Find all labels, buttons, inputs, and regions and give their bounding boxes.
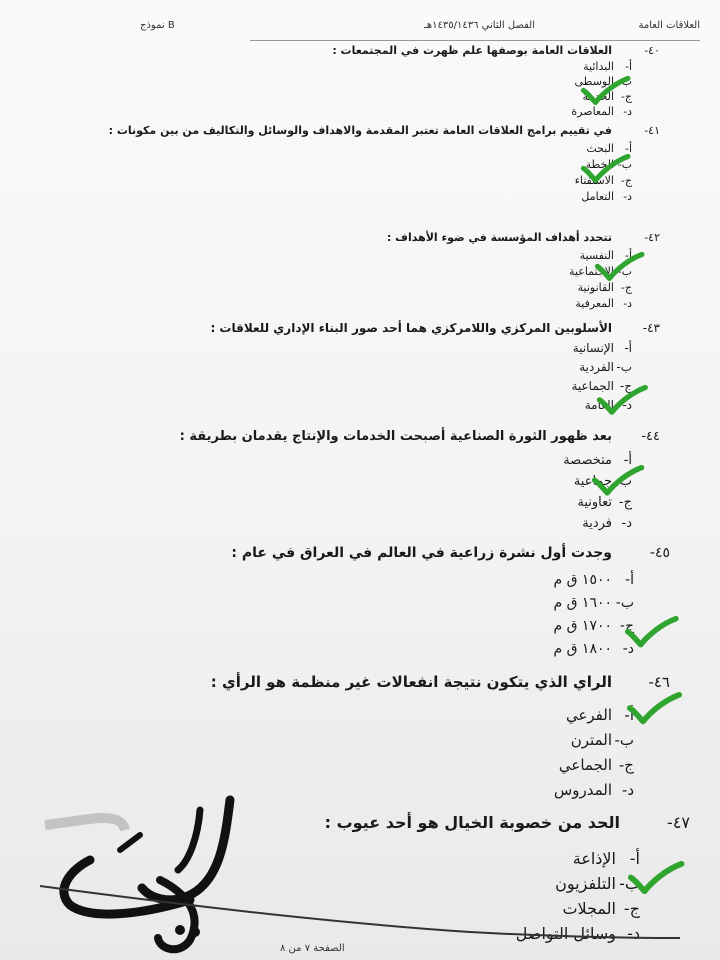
option-letter: ج- (623, 899, 640, 918)
option-text: النفسية (579, 249, 614, 262)
question-42 (100, 231, 660, 312)
option-text: المجلات (562, 899, 616, 918)
option-text: الفرعي (565, 706, 612, 724)
option-letter: ب- (615, 474, 632, 489)
option-text: المعاصرة (571, 105, 614, 118)
check-mark-icon (591, 464, 645, 497)
option-text: الفردية (579, 360, 614, 374)
page-bottom-border (40, 880, 680, 940)
header-subject: العلاقات العامة (638, 20, 700, 31)
option-text: الحديثة (582, 90, 614, 103)
option-text: الاجتماعية (569, 265, 614, 278)
option-letter: أ- (624, 60, 632, 73)
option-letter: ج- (620, 90, 632, 103)
answer-option (110, 615, 634, 638)
check-mark-icon (580, 75, 631, 106)
option-text: الجماعية (571, 379, 614, 393)
option-text: الخطة (585, 158, 614, 171)
answer-option (50, 173, 632, 189)
option-text: الإنسانية (572, 341, 614, 355)
option-text: المترن (570, 731, 612, 749)
answer-option (110, 569, 634, 592)
option-text: البدائية (583, 60, 614, 73)
question-43 (100, 321, 660, 415)
answer-option (50, 157, 632, 173)
option-text: التعامل (581, 190, 614, 203)
answer-option (110, 638, 634, 661)
answer-option (100, 358, 632, 377)
option-text: التلفزيون (555, 874, 616, 893)
question-text: وجدت أول نشرة زراعية في العالم في العراق في عام : (231, 545, 612, 561)
check-mark-icon (627, 860, 685, 895)
question-text: الراي الذي يتكون نتيجة انفعالات غير منظمة هو الرأي : (210, 673, 612, 691)
question-text: الأسلوبين المركزي واللامركزي هما أحد صور البناء الإداري للعلاقات : (210, 321, 612, 335)
answer-option (110, 703, 634, 728)
question-text: العلاقات العامة بوصفها علم ظهرت في المجتمعات : (332, 44, 612, 57)
option-letter: ب- (617, 265, 632, 278)
answer-option (100, 89, 632, 104)
question-stem (110, 545, 670, 561)
option-letter: أ- (624, 341, 632, 355)
question-number: ٤٧- (667, 813, 690, 832)
option-letter: ج- (618, 495, 632, 510)
check-mark-icon (580, 153, 631, 184)
option-text: القانونية (577, 281, 614, 294)
option-text: الجماعي (558, 756, 612, 774)
option-letter: د- (621, 781, 634, 799)
answer-option (100, 450, 632, 471)
option-text: العامة (584, 398, 614, 412)
option-letter: أ- (624, 249, 632, 262)
question-number: ٤٣- (642, 321, 660, 335)
answer-option (100, 296, 632, 312)
answer-option (100, 104, 632, 119)
option-text: فردية (582, 516, 612, 531)
answer-option (100, 59, 632, 74)
option-letter: د- (621, 516, 632, 531)
option-letter: أ- (625, 572, 634, 588)
answer-option (100, 471, 632, 492)
option-text: وسائل التواصل (515, 924, 616, 943)
question-41 (50, 124, 660, 205)
option-text: متخصصة (563, 453, 612, 468)
question-stem (110, 673, 670, 691)
question-text: تتحدد أهداف المؤسسة في ضوء الأهداف : (386, 231, 612, 244)
check-mark-icon (626, 691, 683, 725)
check-mark-icon (624, 615, 680, 648)
header-semester: الفصل الثاني ١٤٣٥/١٤٣٦هـ (423, 20, 535, 31)
answer-option (110, 728, 634, 753)
question-text: في تقييم برامج العلاقات العامة تعتبر المقدمة والاهداف والوسائل والتكاليف من بين مكونات : (108, 124, 612, 137)
option-letter: د- (622, 398, 632, 412)
answer-option (100, 377, 632, 396)
question-number: ٤٢- (644, 231, 660, 244)
option-letter: ج- (620, 174, 632, 187)
option-letter: ب- (614, 731, 634, 749)
option-text: المعرفية (575, 297, 614, 310)
option-text: الوسطى (574, 75, 614, 88)
option-text: الاستفتاء (574, 174, 614, 187)
check-mark-icon (596, 384, 649, 416)
answer-option (110, 753, 634, 778)
option-text: ١٦٠٠ ق م (553, 595, 612, 611)
option-letter: ج- (620, 281, 632, 294)
option-text: تعاونية (577, 495, 612, 510)
answer-option (100, 396, 632, 415)
page-number: الصفحة ٧ من ٨ (280, 943, 345, 954)
option-letter: د- (623, 190, 632, 203)
question-number: ٤٥- (649, 545, 670, 561)
option-text: المدروس (553, 781, 612, 799)
question-text: الحد من خصوبة الخيال هو أحد عيوب : (324, 813, 620, 832)
option-letter: ب- (617, 158, 632, 171)
question-number: ٤٠- (644, 44, 660, 57)
option-letter: ب- (619, 874, 640, 893)
option-text: ١٨٠٠ ق م (553, 641, 612, 657)
answer-option (50, 141, 632, 157)
header-model: نموذج B (140, 20, 175, 31)
option-letter: أ- (624, 706, 634, 724)
question-number: ٤٦- (648, 673, 670, 691)
question-stem (100, 429, 660, 444)
option-letter: ج- (619, 379, 632, 393)
option-letter: ب- (617, 75, 632, 88)
question-number: ٤٤- (641, 429, 660, 444)
answer-option (100, 248, 632, 264)
question-number: ٤١- (644, 124, 660, 137)
header-divider (250, 40, 700, 41)
option-text: ١٧٠٠ ق م (553, 618, 612, 634)
answer-option (50, 189, 632, 205)
option-letter: د- (623, 105, 632, 118)
question-44 (100, 429, 660, 534)
option-letter: ج- (619, 618, 634, 634)
option-letter: د- (622, 641, 634, 657)
question-stem (100, 44, 660, 57)
question-stem (100, 321, 660, 335)
answer-option (100, 339, 632, 358)
option-letter: أ- (629, 849, 640, 868)
option-letter: أ- (624, 142, 632, 155)
answer-option (100, 264, 632, 280)
option-letter: أ- (623, 453, 632, 468)
question-stem (100, 231, 660, 244)
option-text: جماعية (573, 474, 612, 489)
answer-option (100, 74, 632, 89)
answer-option (100, 513, 632, 534)
option-text: الإذاعة (572, 849, 616, 868)
page-header (140, 20, 700, 42)
option-letter: د- (627, 924, 640, 943)
answer-option (110, 592, 634, 615)
answer-option (100, 492, 632, 513)
option-letter: د- (623, 297, 632, 310)
option-text: البحث (586, 142, 614, 155)
question-stem (50, 124, 660, 137)
question-40 (100, 44, 660, 119)
answer-option (100, 280, 632, 296)
option-letter: ج- (618, 756, 634, 774)
option-letter: ب- (615, 595, 634, 611)
check-mark-icon (594, 251, 645, 282)
question-45 (110, 545, 670, 661)
question-text: بعد ظهور الثورة الصناعية أصبحت الخدمات والإنتاج يقدمان بطريقة : (179, 429, 612, 444)
option-text: ١٥٠٠ ق م (553, 572, 612, 588)
option-letter: ب- (616, 360, 632, 374)
